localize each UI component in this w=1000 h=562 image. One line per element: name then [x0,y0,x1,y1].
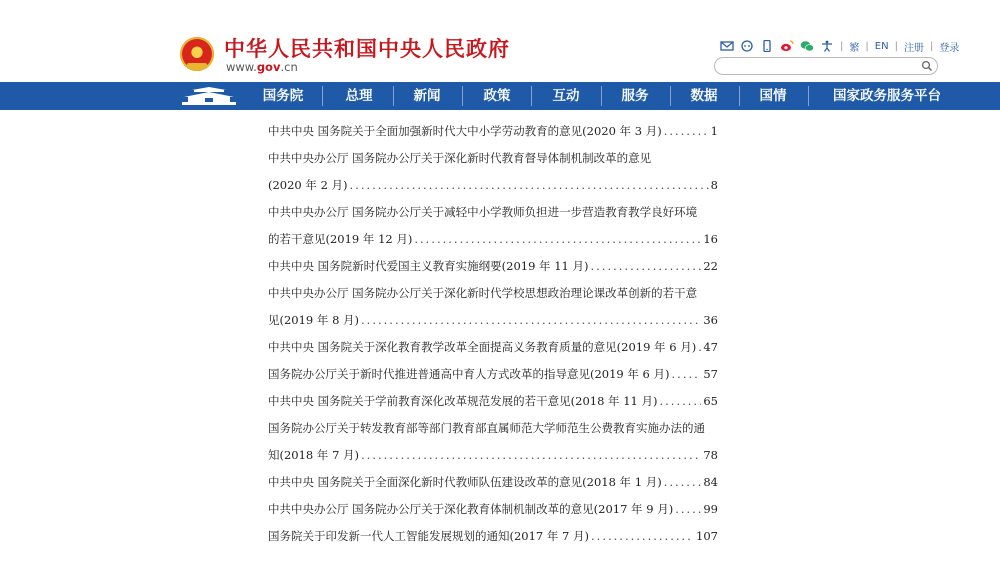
toc-page-number: 16 [703,232,718,246]
toc-page-number: 1 [710,124,718,138]
toc-page-number: 99 [703,502,718,516]
traditional-chinese-link[interactable]: 繁 [849,42,860,54]
nav-item-state-council[interactable]: 国务院 [262,88,304,104]
toc-entry-leader [268,469,718,496]
toc-line[interactable] [268,172,718,199]
nav-item-data[interactable]: 数据 [690,88,718,104]
table-of-contents [268,118,718,550]
toc-entry-title: 中共中央 国务院关于深化教育教学改革全面提高义务教育质量的意见(2019 年 6 月) [268,340,697,354]
toc-page-number: 78 [703,448,718,462]
toc-entry-title: 中共中央 国务院关于全面深化新时代教师队伍建设改革的意见(2018 年 1 月) [268,475,662,489]
nav-divider [601,86,602,106]
toc-dot-leader [414,226,701,253]
nav-item-news[interactable]: 新闻 [413,88,441,104]
toc-page-number: 22 [703,259,718,273]
toc-entry-title: 中共中央 国务院关于学前教育深化改革规范发展的若干意见(2018 年 11 月) [268,394,658,408]
nav-divider [531,86,532,106]
nav-divider [739,86,740,106]
weibo-icon[interactable] [780,40,794,52]
accessibility-icon[interactable] [820,40,834,52]
tools-separator: | [840,40,844,52]
toc-dot-leader [361,307,701,334]
toc-dot-leader [675,496,701,523]
toc-line[interactable] [268,307,718,334]
toc-page-number: 36 [703,313,718,327]
toc-entry-leader [268,523,718,550]
toc-entry-title: 国务院办公厅关于新时代推进普通高中育人方式改革的指导意见(2019 年 6 月) [268,367,670,381]
toc-dot-leader [591,253,702,280]
toc-entry-leader [268,388,718,415]
toc-entry-title: 中共中央办公厅 国务院办公厅关于深化新时代教育督导体制机制改革的意见 [268,151,652,165]
nav-item-policy[interactable]: 政策 [483,88,511,104]
toc-dot-leader [660,388,702,415]
toc-line[interactable] [268,361,718,388]
toc-line[interactable] [268,442,718,469]
toc-line[interactable] [268,280,718,307]
toc-dot-leader [672,361,702,388]
nav-divider [462,86,463,106]
toc-entry-leader [268,172,718,199]
toc-entry-title: (2020 年 2 月) [268,178,348,192]
toc-entry-title: 国务院办公厅关于转发教育部等部门教育部直属师范大学师范生公费教育实施办法的通 [268,421,705,435]
toc-line[interactable] [268,388,718,415]
toc-dot-leader [361,442,701,469]
toc-dot-leader [698,334,701,361]
toc-entry-title: 的若干意见(2019 年 12 月) [268,232,413,246]
toc-line[interactable] [268,523,718,550]
toc-line[interactable] [268,199,718,226]
nav-item-national-conditions[interactable]: 国情 [759,88,787,104]
site-url-gov: gov [256,60,281,74]
toc-page-number: 47 [703,340,718,354]
toc-page-number: 65 [703,394,718,408]
toc-line[interactable] [268,496,718,523]
nav-divider [322,86,323,106]
nav-divider [670,86,671,106]
toc-page-number: 57 [703,367,718,381]
nav-divider [808,86,809,106]
nav-item-gov-service-platform[interactable]: 国家政务服务平台 [833,88,941,104]
login-link[interactable]: 登录 [939,42,960,54]
national-emblem-icon[interactable] [180,37,214,71]
tools-separator: | [894,40,898,52]
toc-entry-leader [268,496,718,523]
toc-dot-leader [664,118,709,145]
site-title[interactable]: 中华人民共和国中央人民政府 [224,37,510,61]
toc-page-number: 8 [710,178,718,192]
nav-divider [393,86,394,106]
toc-line[interactable] [268,145,718,172]
toc-entry-leader [268,118,718,145]
tools-separator: | [929,40,934,52]
nav-item-premier[interactable]: 总理 [345,88,373,104]
toc-entry-leader [268,253,718,280]
nav-item-interaction[interactable]: 互动 [552,88,580,104]
toc-entry-leader [268,334,718,361]
site-url[interactable] [226,60,298,74]
toc-dot-leader [350,172,709,199]
site-url-prefix: www. [226,60,257,74]
toc-line[interactable] [268,226,718,253]
mail-icon[interactable] [720,40,734,52]
search-box [714,57,938,75]
search-icon[interactable] [921,60,933,72]
toc-entry-leader [268,361,718,388]
tiananmen-icon[interactable] [178,86,240,106]
tools-separator: | [865,40,869,52]
mobile-icon[interactable] [760,40,774,52]
toc-line[interactable] [268,415,718,442]
toc-entry-title: 中共中央办公厅 国务院办公厅关于减轻中小学教师负担进一步营造教育教学良好环境 [268,205,698,219]
toc-entry-leader [268,226,718,253]
toc-dot-leader [591,523,694,550]
toc-line[interactable] [268,469,718,496]
main-nav [0,82,1000,110]
toc-page-number: 107 [696,529,718,543]
toc-page-number: 84 [703,475,718,489]
toc-entry-title: 中共中央 国务院关于全面加强新时代大中小学劳动教育的意见(2020 年 3 月) [268,124,662,138]
toc-line[interactable] [268,118,718,145]
toc-entry-leader [268,307,718,334]
toc-entry-title: 国务院关于印发新一代人工智能发展规划的通知(2017 年 7 月) [268,529,590,543]
toc-entry-title: 中共中央 国务院新时代爱国主义教育实施纲要(2019 年 11 月) [268,259,589,273]
register-link[interactable]: 注册 [903,42,924,54]
nav-item-services[interactable]: 服务 [621,88,649,104]
chat-icon[interactable] [740,40,754,52]
toc-line[interactable] [268,334,718,361]
english-link[interactable]: EN [874,40,889,52]
site-url-suffix: .cn [280,60,298,74]
search-input[interactable] [723,64,913,78]
toc-entry-title: 见(2019 年 8 月) [268,313,360,327]
toc-entry-leader [268,442,718,469]
toc-dot-leader [664,469,702,496]
site-header [0,0,1000,82]
wechat-icon[interactable] [800,40,814,52]
toc-entry-title: 知(2018 年 7 月) [268,448,360,462]
header-tools [720,38,959,54]
toc-entry-title: 中共中央办公厅 国务院办公厅关于深化教育体制机制改革的意见(2017 年 9 月) [268,502,674,516]
toc-entry-title: 中共中央办公厅 国务院办公厅关于深化新时代学校思想政治理论课改革创新的若干意 [268,286,698,300]
toc-line[interactable] [268,253,718,280]
